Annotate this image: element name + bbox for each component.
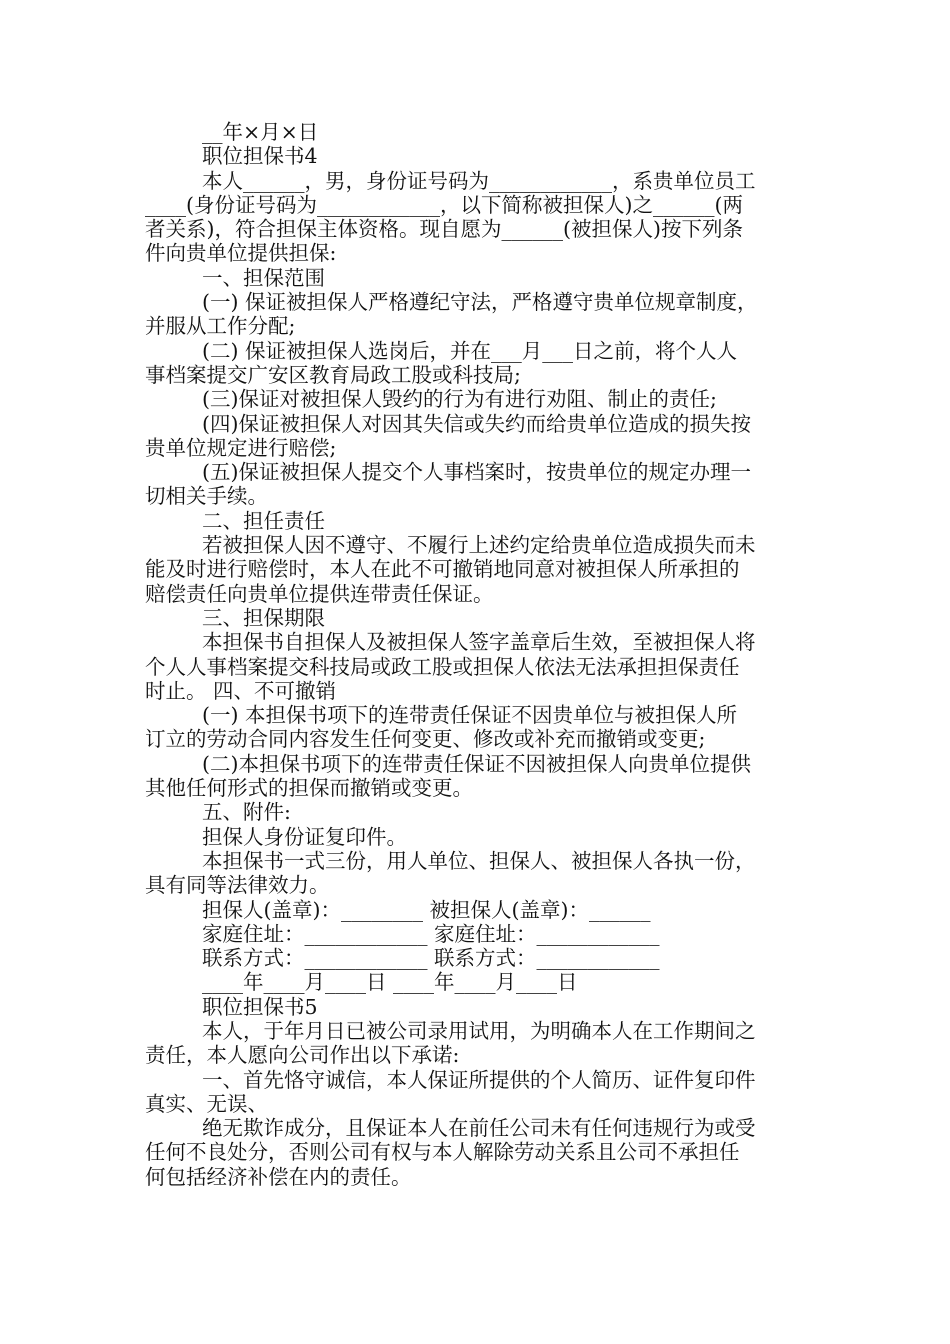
heading-scope: 一、担保范围 <box>202 265 325 290</box>
paragraph-line: 担保人身份证复印件。 <box>202 824 407 849</box>
signature-line: 担保人(盖章)：________ 被担保人(盖章)：______ <box>202 897 651 922</box>
paragraph-line: 件向贵单位提供担保: <box>145 241 337 266</box>
paragraph-line: 何包括经济补偿在内的责任。 <box>145 1164 412 1189</box>
document-body <box>145 120 813 1189</box>
date-line: __年×月×日 <box>202 120 319 144</box>
contact-line: 联系方式：____________ 联系方式：____________ <box>202 946 660 971</box>
paragraph-line: 并服从工作分配; <box>145 314 296 339</box>
paragraph-line: (四)保证被担保人对因其失信或失约而给贵单位造成的损失按 <box>202 411 751 436</box>
heading-attachment: 五、附件: <box>202 800 291 825</box>
paragraph-line: 贵单位规定进行赔偿; <box>145 435 337 460</box>
paragraph-line: 其他任何形式的担保而撤销或变更。 <box>145 776 473 801</box>
paragraph-line: (二)本担保书项下的连带责任保证不因被担保人向贵单位提供 <box>202 751 751 776</box>
paragraph-line: (一) 本担保书项下的连带责任保证不因贵单位与被担保人所 <box>202 703 738 728</box>
paragraph-line: 责任，本人愿向公司作出以下承诺: <box>145 1043 460 1068</box>
paragraph-line: (一) 保证被担保人严格遵纪守法，严格遵守贵单位规章制度， <box>202 290 758 315</box>
paragraph-line: 本人，于年月日已被公司录用试用，为明确本人在工作期间之 <box>202 1018 756 1043</box>
section-title-4: 职位担保书4 <box>202 144 318 169</box>
paragraph-line: 若被担保人因不遵守、不履行上述约定给贵单位造成损失而未 <box>202 533 756 558</box>
paragraph-line: 任何不良处分，否则公司有权与本人解除劳动关系且公司不承担任 <box>145 1140 740 1165</box>
heading-term: 三、担保期限 <box>202 605 325 630</box>
paragraph-line: 绝无欺诈成分，且保证本人在前任公司未有任何违规行为或受 <box>202 1116 756 1141</box>
paragraph-line: 个人人事档案提交科技局或政工股或担保人依法无法承担担保责任 <box>145 654 740 679</box>
paragraph-line: 赔偿责任向贵单位提供连带责任保证。 <box>145 581 494 606</box>
paragraph-line: 切相关手续。 <box>145 484 268 509</box>
heading-responsibility: 二、担任责任 <box>202 508 325 533</box>
paragraph-line: ____(身份证号码为____________，以下简称被担保人)之______(两 <box>145 192 743 217</box>
signature-date-line: ____年____月____日 ____年____月____日 <box>202 970 578 995</box>
paragraph-line: (二) 保证被担保人选岗后，并在___月___日之前，将个人人 <box>202 338 738 363</box>
paragraph-line: 本担保书自担保人及被担保人签字盖章后生效，至被担保人将 <box>202 630 756 655</box>
section-title-5: 职位担保书5 <box>202 994 318 1019</box>
paragraph-line: 一、首先恪守诚信，本人保证所提供的个人简历、证件复印件 <box>202 1067 756 1092</box>
paragraph-line: 具有同等法律效力。 <box>145 873 330 898</box>
paragraph-line: 真实、无误、 <box>145 1091 268 1116</box>
paragraph-line: 能及时进行赔偿时，本人在此不可撤销地同意对被担保人所承担的 <box>145 557 740 582</box>
paragraph-line: 者关系)，符合担保主体资格。现自愿为______(被担保人)按下列条 <box>145 217 743 242</box>
paragraph-line: (五)保证被担保人提交个人事档案时，按贵单位的规定办理一 <box>202 460 751 485</box>
address-line: 家庭住址：____________ 家庭住址：____________ <box>202 921 660 946</box>
paragraph-line: 本担保书一式三份，用人单位、担保人、被担保人各执一份， <box>202 848 756 873</box>
paragraph-line: 事档案提交广安区教育局政工股或科技局; <box>145 362 521 387</box>
paragraph-line: 订立的劳动合同内容发生任何变更、修改或补充而撤销或变更; <box>145 727 706 752</box>
paragraph-line: (三)保证对被担保人毁约的行为有进行劝阻、制止的责任; <box>202 387 717 412</box>
paragraph-line: 时止。 四、不可撤销 <box>145 678 337 703</box>
paragraph-line: 本人______，男，身份证号码为____________，系贵单位员工 <box>202 168 756 193</box>
